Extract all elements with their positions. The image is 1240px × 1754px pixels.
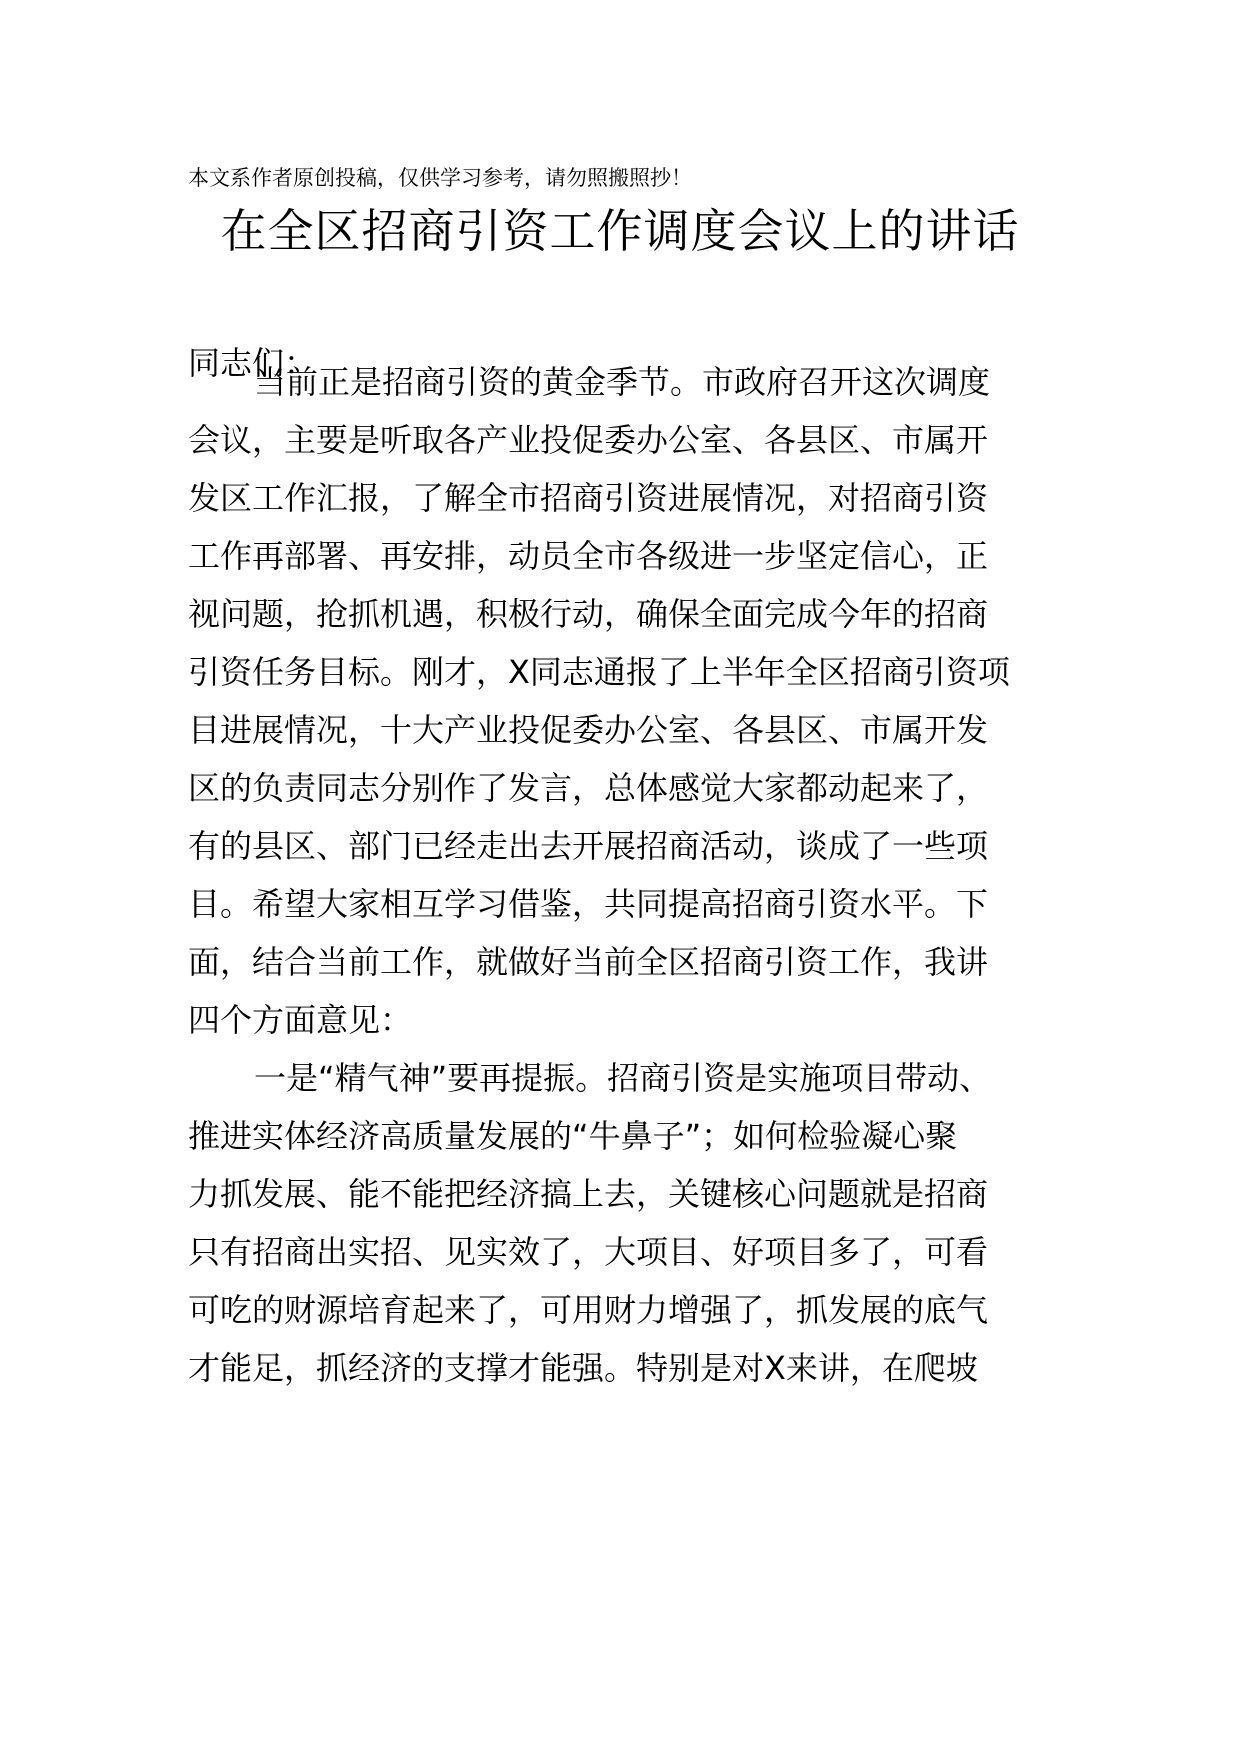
paragraph-line: 可吃的财源培育起来了，可用财力增强了，抓发展的底气 [188,1291,989,1329]
paragraph-line: 会议，主要是听取各产业投促委办公室、各县区、市属开 [188,421,989,459]
paragraph-line: 四个方面意见： [188,1001,413,1039]
paragraph-line: 引资任务目标。刚才，X同志通报了上半年全区招商引资项 [188,653,1010,691]
copyright-notice: 本文系作者原创投稿，仅供学习参考，请勿照搬照抄！ [188,166,692,190]
paragraph-line: 面，结合当前工作，就做好当前全区招商引资工作，我讲 [188,943,989,981]
paragraph-line: 区的负责同志分别作了发言，总体感觉大家都动起来了， [188,769,989,807]
page-title: 在全区招商引资工作调度会议上的讲话 [220,204,1020,258]
paragraph-line: 推进实体经济高质量发展的“牛鼻子”；如何检验凝心聚 [188,1117,958,1155]
paragraph-line: 工作再部署、再安排，动员全市各级进一步坚定信心，正 [188,537,989,575]
paragraph-line: 只有招商出实招、见实效了，大项目、好项目多了，可看 [188,1233,989,1271]
paragraph-line: 一是“精气神”要再提振。招商引资是实施项目带动、 [254,1059,992,1097]
paragraph-line: 有的县区、部门已经走出去开展招商活动，谈成了一些项 [188,827,989,865]
salutation: 同志们： [188,344,317,382]
paragraph-line: 力抓发展、能不能把经济搞上去，关键核心问题就是招商 [188,1175,989,1213]
paragraph-line: 当前正是招商引资的黄金季节。市政府召开这次调度 [254,363,991,401]
paragraph-line: 发区工作汇报，了解全市招商引资进展情况，对招商引资 [188,479,989,517]
paragraph-line: 视问题，抢抓机遇，积极行动，确保全面完成今年的招商 [188,595,989,633]
paragraph-line: 目。希望大家相互学习借鉴，共同提高招商引资水平。下 [188,885,989,923]
paragraph-line: 目进展情况，十大产业投促委办公室、各县区、市属开发 [188,711,989,749]
paragraph-line: 才能足，抓经济的支撑才能强。特别是对X来讲，在爬坡 [188,1349,978,1387]
